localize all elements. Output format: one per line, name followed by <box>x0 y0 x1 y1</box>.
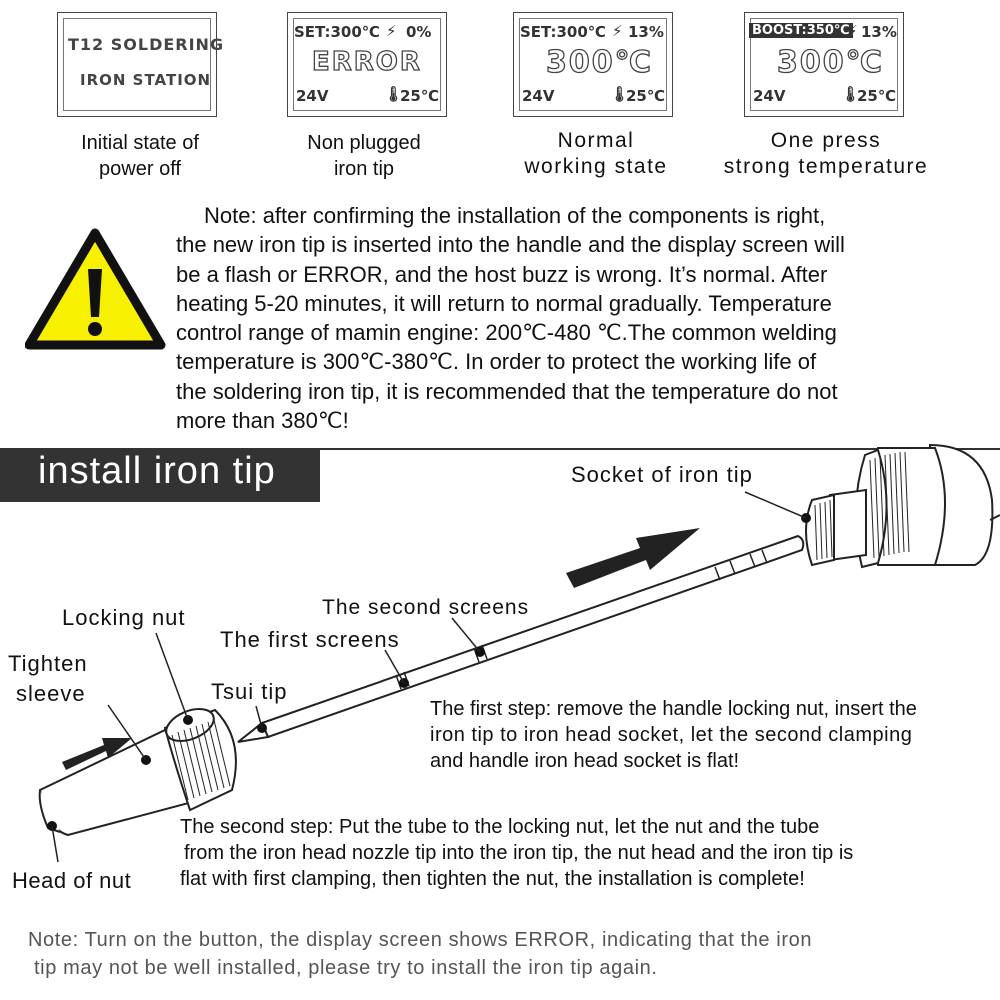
footer-note: Note: Turn on the button, the display screen shows ERROR, indicating that the iron tip may not be well installed, please try to install the iron tip again. <box>28 929 813 979</box>
screen-normal-power: 13% <box>628 23 664 41</box>
screen-error-volt: 24V <box>296 87 329 105</box>
thermometer-icon: 🌡 <box>384 85 404 103</box>
screen-boost-set: BOOST:350℃ <box>749 23 853 38</box>
label-first-screens: The first screens <box>220 627 400 652</box>
label-head-of-nut: Head of nut <box>12 868 132 893</box>
step-first: The first step: remove the handle locking nut, insert the iron tip to iron head socket, let the second clamping and handle iron head socket is flat! <box>430 698 917 772</box>
caption-power-off: Initial state of power off <box>81 132 199 180</box>
screen-boost-power: 13% <box>861 23 897 41</box>
label-second-screens: The second screens <box>322 596 530 619</box>
screen-error-main: ERROR <box>312 47 422 77</box>
caption-error: Non plugged iron tip <box>307 132 421 180</box>
label-tighten: Tighten <box>8 651 88 676</box>
handle-socket <box>806 445 1000 567</box>
warning-note: Note: after confirming the installation of the components is right, the new iron tip is inserted into the handle and the display screen will be a flash or ERROR, and the host buzz is wrong. It’s normal. After heating 5-20 minutes, it will return to normal gradually. Temperature control range of mamin engine: 200℃-480 ℃.The common welding temperature is 300℃-380℃. In order to protect the working life of the soldering iron tip, it is recommended that the temperature do not more than 380℃! <box>176 203 845 434</box>
label-tsui-tip: Tsui tip <box>211 679 288 704</box>
screen-error-temp: 25℃ <box>400 87 440 105</box>
thermometer-icon: 🌡 <box>610 85 630 103</box>
power-icon: ⚡ <box>386 22 397 40</box>
label-socket: Socket of iron tip <box>571 462 753 487</box>
label-sleeve: sleeve <box>16 681 86 706</box>
screen-normal-main: 300℃ <box>546 45 653 80</box>
label-locking-nut: Locking nut <box>62 605 186 630</box>
screen-off-line1: T12 SOLDERING <box>68 35 225 54</box>
power-icon: ⚡ <box>612 22 623 40</box>
screen-off-line2: IRON STATION <box>80 71 212 89</box>
screen-boost-temp: 25℃ <box>857 87 897 105</box>
thermometer-icon: 🌡 <box>841 85 861 103</box>
screen-error-set: SET:300℃ <box>294 23 380 41</box>
screen-normal-temp: 25℃ <box>626 87 666 105</box>
section-title: install iron tip <box>38 450 276 492</box>
step-second: The second step: Put the tube to the locking nut, let the nut and the tube from the iron head nozzle tip into the iron tip, the nut head and the iron tip is flat with first clamping, then tighten the nut, the installation is complete! <box>180 816 854 890</box>
caption-normal: Normal working state <box>524 129 668 178</box>
power-icon: ⚡ <box>847 22 858 40</box>
screen-error-power: 0% <box>406 23 432 41</box>
screen-boost-volt: 24V <box>753 87 786 105</box>
screen-normal-set: SET:300℃ <box>520 23 606 41</box>
caption-boost: One press strong temperature <box>723 129 929 178</box>
screen-normal-volt: 24V <box>522 87 555 105</box>
screen-boost-main: 300℃ <box>777 45 884 80</box>
